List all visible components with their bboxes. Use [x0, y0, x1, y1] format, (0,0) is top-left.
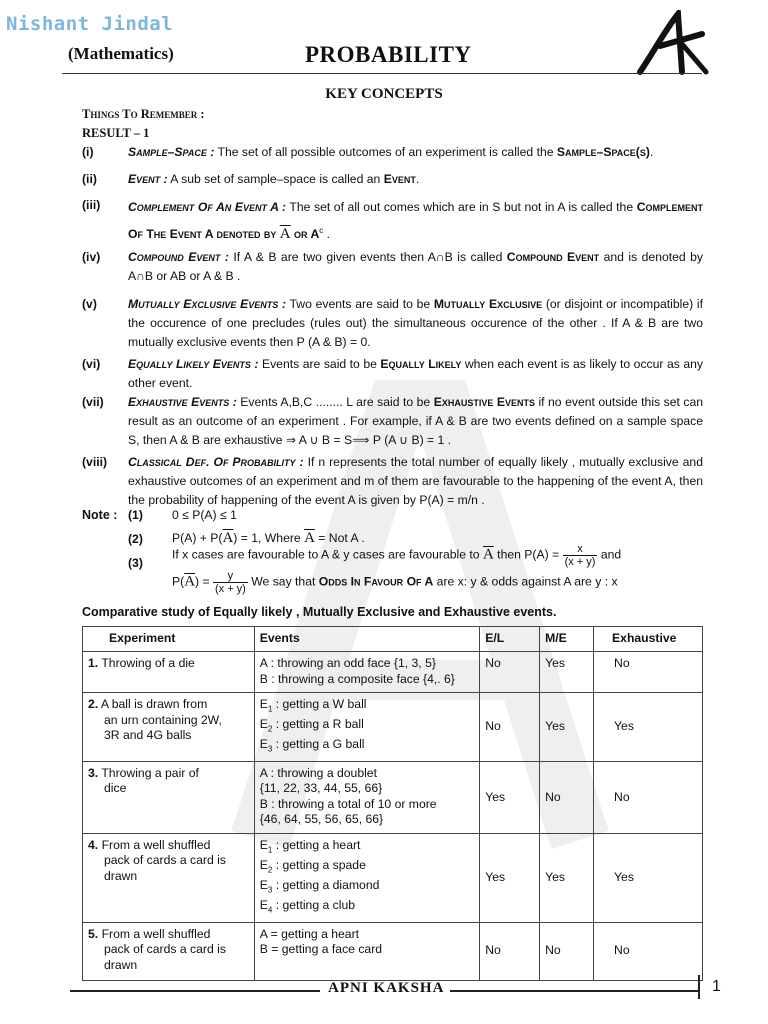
exhaustive-cell: No [594, 922, 703, 980]
item-classical-definition: Classical Def. Of Probability : If n represents the total number of equally likely , mutually exclusive and exhaustive outcomes of an experiment and m of them are favourable to the happening of the event A, then the probability of happening of the event A is given by P(A) = m/n . [128, 455, 703, 507]
note-number: (3) [128, 556, 143, 570]
me-cell: No [540, 761, 594, 833]
el-cell: No [480, 922, 540, 980]
exhaustive-cell: Yes [594, 833, 703, 922]
page-title: PROBABILITY [305, 42, 472, 67]
footer-line-right [450, 990, 698, 992]
footer-line-left [70, 990, 320, 992]
item-sample-space: Sample–Space : The set of all possible outcomes of an experiment is called the Sample–Space(s). [128, 145, 654, 159]
events-cell: $E_1$ : getting a heart $E_2$ : getting a spade $E_3$ : getting a diamond $E_4$ : getting a club [254, 833, 479, 922]
header-me: M/E [540, 627, 594, 652]
things-to-remember-label: Things To Remember : [82, 107, 205, 121]
table-header-row [83, 627, 703, 652]
item-equally-likely: Equally Likely Events : Events are said to be Equally Likely when each event is as likely to occur as any other event. [128, 357, 703, 390]
experiment-cell: 2. A ball is drawn from an urn containing 2W, 3R and 4G balls [83, 693, 255, 762]
note-number: (1) [128, 508, 143, 522]
el-cell: No [480, 693, 540, 762]
el-cell: No [480, 652, 540, 693]
note-label: Note : [82, 508, 118, 522]
item-event: Event : A sub set of sample–space is called an Event. [128, 172, 420, 186]
header-el: E/L [480, 627, 540, 652]
experiment-cell: 1. Throwing of a die [83, 652, 255, 693]
subject-label: (Mathematics) [68, 44, 174, 63]
comparative-title: Comparative study of Equally likely , Mutually Exclusive and Exhaustive events. [82, 605, 557, 619]
me-cell: No [540, 922, 594, 980]
exhaustive-cell: Yes [594, 693, 703, 762]
item-complement: Complement Of An Event A : The set of all out comes which are in S but not in A is called the Complement Of The Event A denoted by $\overline{A}$ or $A^c$ . [128, 200, 703, 243]
comparison-table [82, 626, 703, 981]
item-number: (v) [82, 297, 97, 311]
item-number: (iii) [82, 198, 101, 212]
me-cell: Yes [540, 693, 594, 762]
logo-icon [630, 10, 710, 76]
events-cell: A : throwing an odd face {1, 3, 5} B : throwing a composite face {4,. 6} [254, 652, 479, 693]
item-mutually-exclusive: Mutually Exclusive Events : Two events are said to be Mutually Exclusive (or disjoint or incompatible) if the occurence of one precludes (rules out) the simultaneous occurence of the other . If A & B are two mutually exclusive events then P (A & B) = 0. [128, 297, 704, 349]
item-number: (i) [82, 145, 94, 159]
note-3-text: If x cases are favourable to A & y cases are favourable to $\overline{A}$ then P(A) = $\frac{x}{(x + y)}$ and [172, 543, 622, 568]
experiment-cell: 4. From a well shuffled pack of cards a card is drawn [83, 833, 255, 922]
events-cell: A = getting a heart B = getting a face card [254, 922, 479, 980]
exhaustive-cell: No [594, 652, 703, 693]
page-number: 1 [712, 978, 721, 995]
item-number: (ii) [82, 172, 97, 186]
table-row [83, 833, 703, 922]
footer-separator [698, 975, 700, 999]
note-number: (2) [128, 532, 143, 546]
item-number: (iv) [82, 250, 101, 264]
item-number: (vii) [82, 395, 104, 409]
item-number: (viii) [82, 455, 108, 469]
experiment-cell: 3. Throwing a pair of dice [83, 761, 255, 833]
item-number: (vi) [82, 357, 101, 371]
header-events: Events [254, 627, 479, 652]
el-cell: Yes [480, 833, 540, 922]
note-1-text: 0 ≤ P(A) ≤ 1 [172, 508, 237, 522]
author-name: Nishant Jindal [6, 13, 174, 35]
header-exhaustive: Exhaustive [594, 627, 703, 652]
header-divider [62, 73, 702, 74]
item-exhaustive: Exhaustive Events : Events A,B,C ........ L are said to be Exhaustive Events if no event outside this set can result as an outcome of an experiment . For example, if A & B are two events defined on a sample space S, then A & B are exhaustive ⇒ A ∪ B = S⟹ P (A ∪ B) = 1 . [128, 395, 703, 447]
experiment-cell: 5. From a well shuffled pack of cards a card is drawn [83, 922, 255, 980]
footer-brand: APNI KAKSHA [328, 980, 445, 996]
table-row [83, 693, 703, 762]
note-2-text: $P(A) + P(\overline{A}) = 1$, Where $\overline{A}$ = Not A . [172, 530, 365, 546]
note-4-text: $P(\overline{A})$ = $\frac{y}{(x + y)}$ We say that Odds In Favour Of A are x: y & odds against A are y : x [172, 570, 618, 595]
el-cell: Yes [480, 761, 540, 833]
table-row [83, 652, 703, 693]
table-row [83, 922, 703, 980]
item-compound-event: Compound Event : If A & B are two given events then A∩B is called Compound Event and is denoted by A∩B or AB or A & B . [128, 250, 704, 283]
me-cell: Yes [540, 652, 594, 693]
table-row [83, 761, 703, 833]
events-cell: A : throwing a doublet {11, 22, 33, 44, 55, 66} B : throwing a total of 10 or more {46, 64, 55, 56, 65, 66} [254, 761, 479, 833]
section-title: KEY CONCEPTS [325, 86, 443, 102]
exhaustive-cell: No [594, 761, 703, 833]
events-cell: $E_1$ : getting a W ball $E_2$ : getting a R ball $E_3$ : getting a G ball [254, 693, 479, 762]
header-experiment: Experiment [83, 627, 255, 652]
result-label: RESULT – 1 [82, 126, 150, 140]
me-cell: Yes [540, 833, 594, 922]
